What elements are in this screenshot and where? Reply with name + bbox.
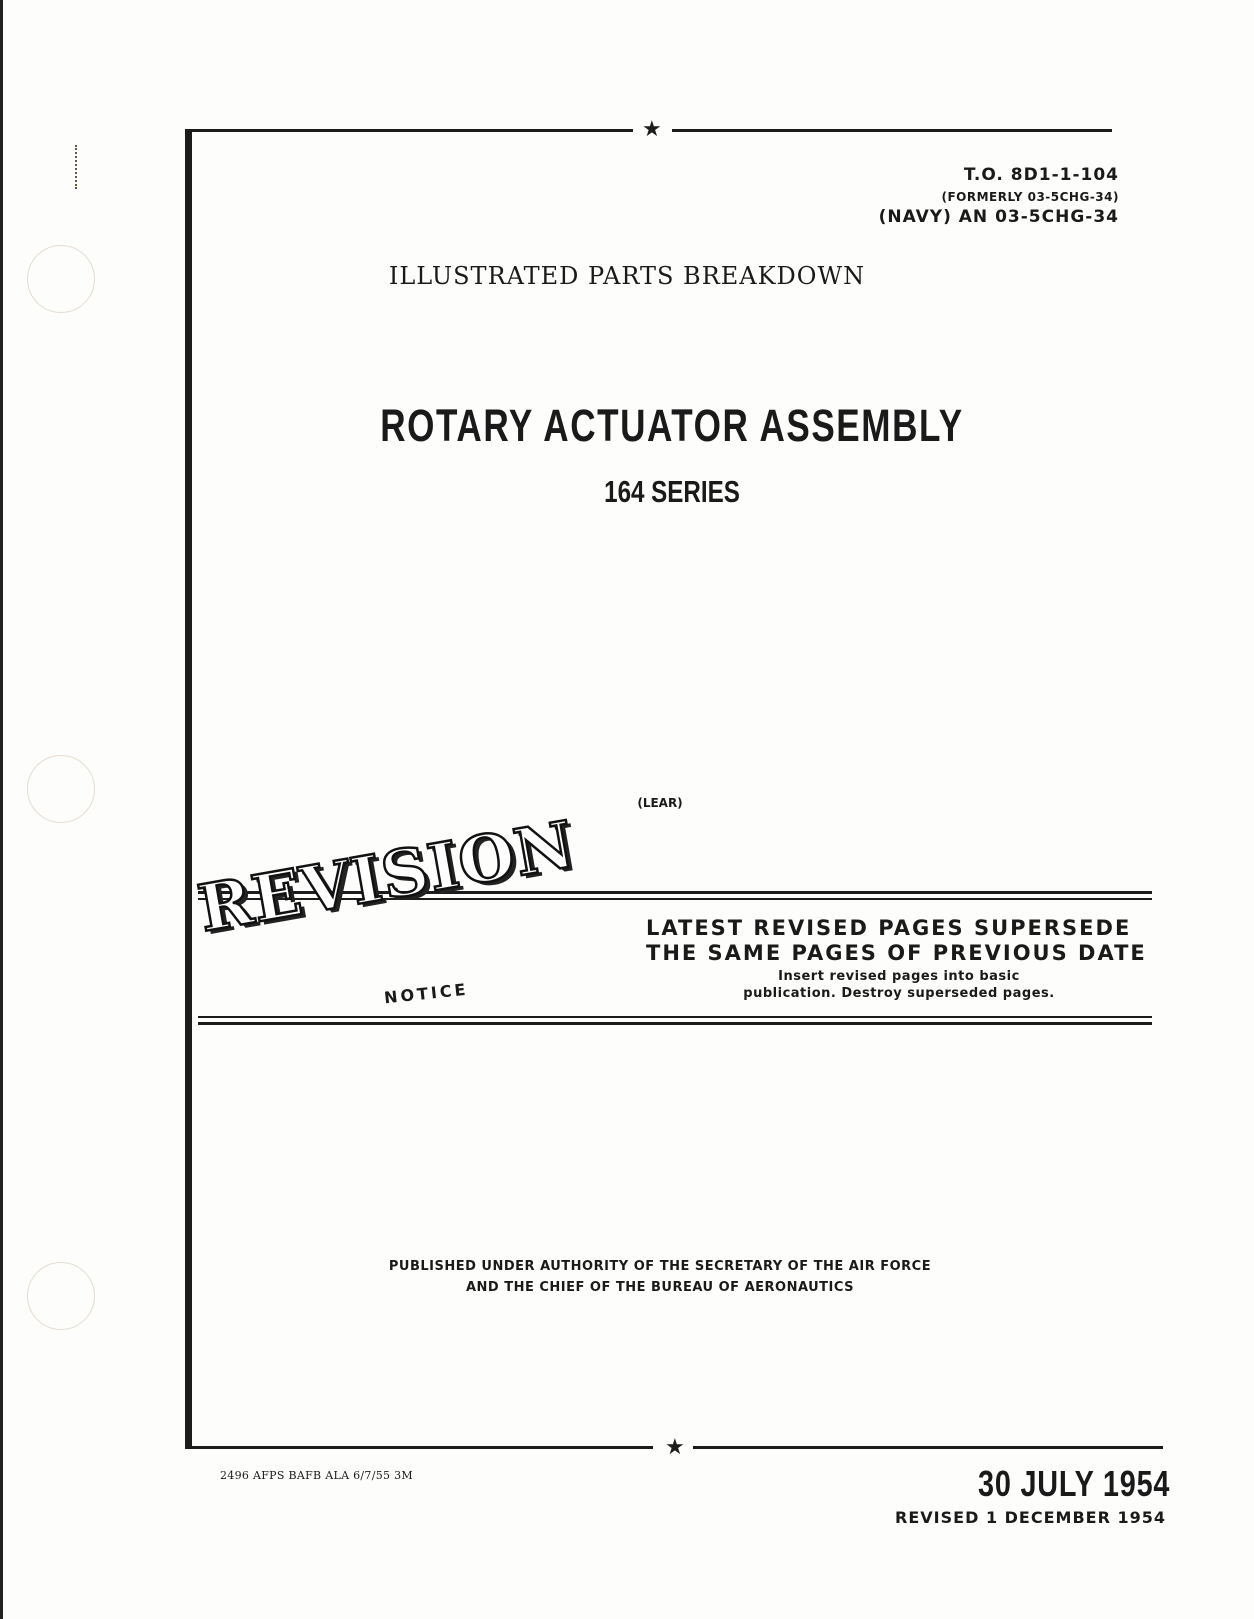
frame-left-border xyxy=(185,130,192,1448)
punch-hole-middle xyxy=(27,755,95,823)
banner-rule-bottom-2 xyxy=(198,1022,1152,1025)
authority-line-2: AND THE CHIEF OF THE BUREAU OF AERONAUTICS xyxy=(465,1280,855,1295)
authority-statement xyxy=(0,1256,1254,1298)
document-category: ILLUSTRATED PARTS BREAKDOWN xyxy=(388,262,866,290)
authority-line-1: PUBLISHED UNDER AUTHORITY OF THE SECRETARY OF THE AIR FORCE xyxy=(388,1259,932,1274)
banner-instruction-1: Insert revised pages into basic xyxy=(778,969,1020,984)
document-subtitle: 164 SERIES xyxy=(604,474,740,509)
banner-instruction-2: publication. Destroy superseded pages. xyxy=(743,986,1055,1001)
banner-line-1: LATEST REVISED PAGES SUPERSEDE xyxy=(646,916,1132,940)
banner-rule-bottom-1 xyxy=(198,1016,1152,1018)
document-title: ROTARY ACTUATOR ASSEMBLY xyxy=(380,400,964,451)
publication-date: 30 JULY 1954 xyxy=(977,1463,1170,1504)
star-icon-top: ★ xyxy=(642,117,662,142)
revised-date: REVISED 1 DECEMBER 1954 xyxy=(895,1508,1166,1527)
frame-bottom-border-left xyxy=(185,1446,653,1449)
formerly-number: (FORMERLY 03-5CHG-34) xyxy=(941,190,1119,204)
revision-stamp: REVISION xyxy=(192,807,581,947)
binding-stain xyxy=(75,145,81,189)
star-icon-bottom: ★ xyxy=(665,1435,685,1460)
to-number: T.O. 8D1-1-104 xyxy=(963,165,1119,185)
notice-label: NOTICE xyxy=(383,979,470,1008)
frame-top-border-right xyxy=(672,129,1112,132)
frame-top-border-left xyxy=(185,129,633,132)
technical-order-block xyxy=(879,165,1119,227)
revision-banner-text xyxy=(646,916,1152,1001)
frame-bottom-border-right xyxy=(693,1446,1163,1449)
manufacturer: (LEAR) xyxy=(637,796,683,810)
banner-line-2: THE SAME PAGES OF PREVIOUS DATE xyxy=(646,941,1147,965)
navy-number: (NAVY) AN 03-5CHG-34 xyxy=(878,207,1119,227)
print-code: 2496 AFPS BAFB ALA 6/7/55 3M xyxy=(220,1469,413,1482)
